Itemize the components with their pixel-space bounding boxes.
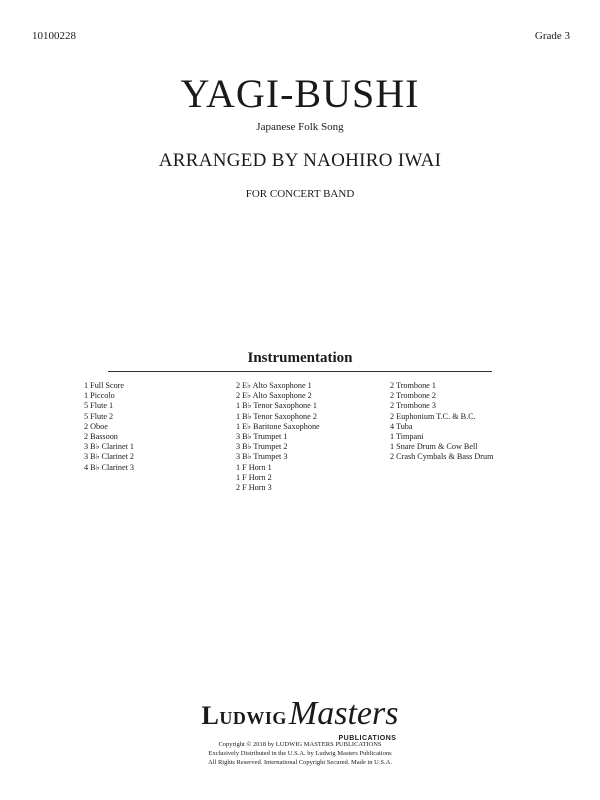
instrument-item: 1 B♭ Tenor Saxophone 2 xyxy=(236,411,317,421)
instrument-item: 1 Timpani xyxy=(390,431,424,441)
instrument-item: 1 F Horn 1 xyxy=(236,462,272,472)
arranger-credit: ARRANGED BY NAOHIRO IWAI xyxy=(158,150,442,171)
piece-subtitle: Japanese Folk Song xyxy=(256,121,344,133)
instrument-item: 1 B♭ Tenor Saxophone 1 xyxy=(236,401,317,411)
instrumentation-column-2 xyxy=(236,381,320,493)
instrumentation-column-1 xyxy=(84,381,134,473)
instrumentation-column-3 xyxy=(390,381,493,463)
publisher-logo xyxy=(0,695,600,742)
logo-masters-text: Masters xyxy=(288,695,399,732)
instrument-item: 3 B♭ Trumpet 3 xyxy=(236,452,288,462)
instrument-item: 1 E♭ Baritone Saxophone xyxy=(236,421,320,431)
grade-label: Grade 3 xyxy=(534,30,570,42)
instrument-item: 2 E♭ Alto Saxophone 1 xyxy=(236,381,312,390)
ensemble-label: FOR CONCERT BAND xyxy=(245,188,355,200)
copyright-line: All Rights Reserved. International Copyright Secured. Made in U.S.A. xyxy=(208,759,392,766)
instrument-item: 2 Bassoon xyxy=(84,431,118,441)
logo-ludwig-text: Ludwig xyxy=(201,701,287,730)
instrument-item: 2 Trombone 3 xyxy=(390,401,436,411)
instrument-item: 2 Euphonium T.C. & B.C. xyxy=(390,411,476,421)
instrument-item: 2 F Horn 3 xyxy=(236,482,272,492)
instrument-item: 5 Flute 1 xyxy=(84,401,114,411)
copyright-line: Copyright © 2018 by LUDWIG MASTERS PUBLICATIONS xyxy=(218,741,382,748)
instrument-item: 2 Crash Cymbals & Bass Drum xyxy=(390,452,494,462)
catalog-number: 10100228 xyxy=(32,30,76,42)
instrument-item: 2 Oboe xyxy=(84,421,108,431)
instrument-item: 3 B♭ Trumpet 2 xyxy=(236,442,288,452)
instrument-item: 1 Snare Drum & Cow Bell xyxy=(390,442,478,452)
copyright-notice xyxy=(0,740,600,767)
instrument-item: 1 Full Score xyxy=(84,381,125,390)
instrument-item: 3 B♭ Clarinet 1 xyxy=(84,442,135,452)
instrument-item: 4 B♭ Clarinet 3 xyxy=(84,462,135,472)
instrument-item: 2 Trombone 1 xyxy=(390,381,436,390)
instrument-item: 2 Trombone 2 xyxy=(390,391,436,401)
instrument-item: 2 E♭ Alto Saxophone 2 xyxy=(236,391,312,401)
instrument-item: 3 B♭ Trumpet 1 xyxy=(236,431,288,441)
instrument-item: 1 Piccolo xyxy=(84,391,115,401)
copyright-line: Exclusively Distributed in the U.S.A. by Ludwig Masters Publications xyxy=(208,750,392,757)
instrument-item: 5 Flute 2 xyxy=(84,411,114,421)
instrumentation-divider xyxy=(108,371,492,372)
instrument-item: 1 F Horn 2 xyxy=(236,472,272,482)
instrument-item: 3 B♭ Clarinet 2 xyxy=(84,452,135,462)
instrumentation-heading: Instrumentation xyxy=(247,350,353,366)
instrument-item: 4 Tuba xyxy=(390,421,413,431)
piece-title: YAGI-BUSHI xyxy=(180,71,420,116)
logo-publications-text: PUBLICATIONS xyxy=(338,735,397,742)
